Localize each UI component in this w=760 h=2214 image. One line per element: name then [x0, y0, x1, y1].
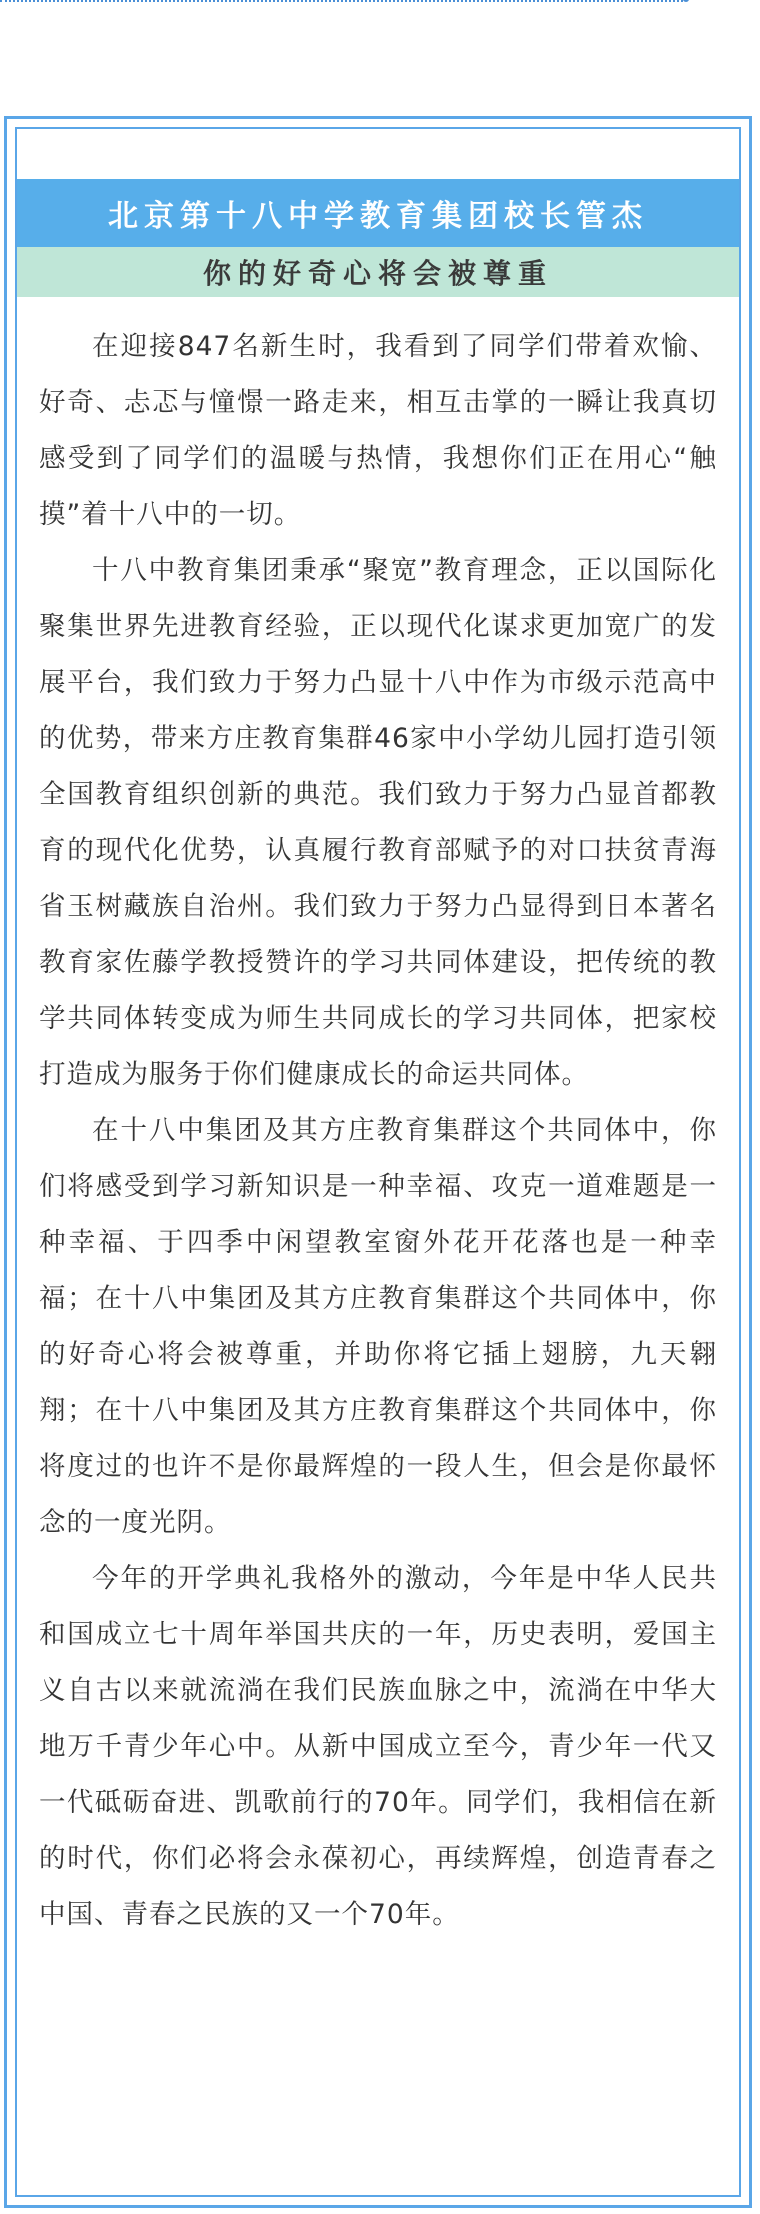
article-body: [39, 319, 717, 1943]
paragraph: 今年的开学典礼我格外的激动，今年是中华人民共和国成立七十周年举国共庆的一年，历史表明，爱国主义自古以来就流淌在我们民族血脉之中，流淌在中华大地万千青少年心中。从新中国成立至今，青少年一代又一代砥砺奋进、凯歌前行的70年。同学们，我相信在新的时代，你们必将会永葆初心，再续辉煌，创造青春之中国、青春之民族的又一个70年。: [39, 1563, 717, 1930]
article-subtitle: 你的好奇心将会被尊重: [202, 257, 553, 290]
article-inner-frame: [15, 127, 741, 2197]
paragraph: 十八中教育集团秉承“聚宽”教育理念，正以国际化聚集世界先进教育经验，正以现代化谋求更加宽广的发展平台，我们致力于努力凸显十八中作为市级示范高中的优势，带来方庄教育集群46家中小学幼儿园打造引领全国教育组织创新的典范。我们致力于努力凸显首都教育的现代化优势，认真履行教育部赋予的对口扶贫青海省玉树藏族自治州。我们致力于努力凸显得到日本著名教育家佐藤学教授赞许的学习共同体建设，把传统的教学共同体转变成为师生共同成长的学习共同体，把家校打造成为服务于你们健康成长的命运共同体。: [39, 555, 717, 1090]
top-dotted-divider: [0, 0, 683, 2]
paragraph: 在迎接847名新生时，我看到了同学们带着欢愉、好奇、忐忑与憧憬一路走来，相互击掌的一瞬让我真切感受到了同学们的温暖与热情，我想你们正在用心“触摸”着十八中的一切。: [39, 331, 717, 530]
article-frame: [4, 116, 752, 2208]
title-banner: [17, 179, 739, 247]
article-title: 北京第十八中学教育集团校长管杰: [108, 199, 648, 234]
divider-dot: [683, 0, 689, 2]
paragraph: 在十八中集团及其方庄教育集群这个共同体中，你们将感受到学习新知识是一种幸福、攻克一道难题是一种幸福、于四季中闲望教室窗外花开花落也是一种幸福；在十八中集团及其方庄教育集群这个共同体中，你的好奇心将会被尊重，并助你将它插上翅膀，九天翱翔；在十八中集团及其方庄教育集群这个共同体中，你将度过的也许不是你最辉煌的一段人生，但会是你最怀念的一度光阴。: [39, 1115, 717, 1538]
subtitle-banner: [17, 247, 739, 297]
